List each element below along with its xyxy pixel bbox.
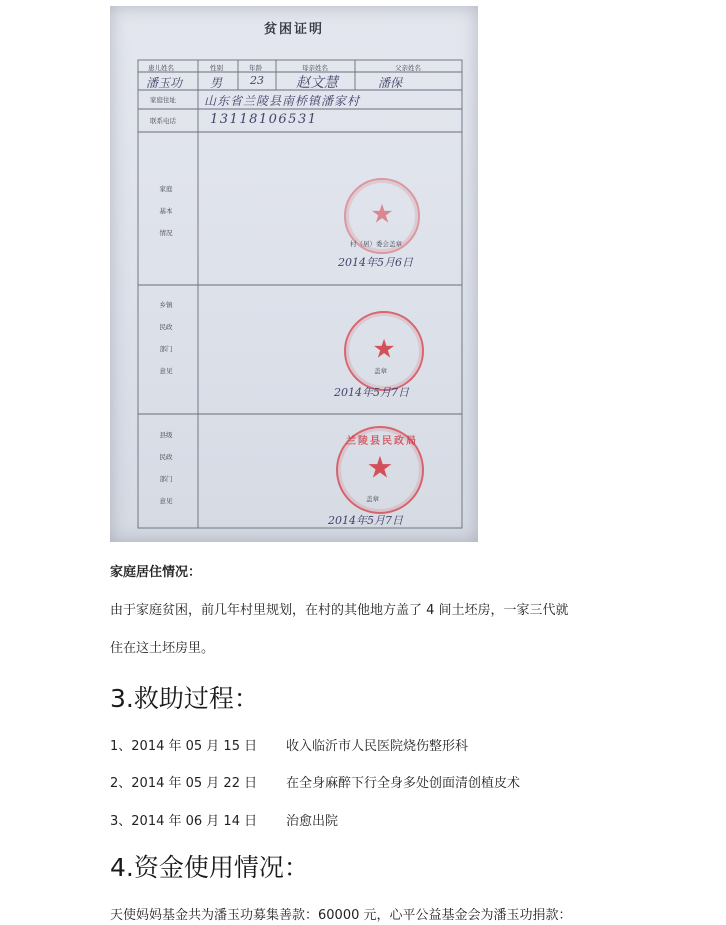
phone-value: 13118106531 (210, 112, 318, 127)
rescue-step (110, 772, 520, 791)
rescue-step-text: 在全身麻醉下行全身多处创面清创植皮术 (286, 776, 521, 791)
township-seal-caption: 盖章 (374, 367, 387, 375)
address-value: 山东省兰陵县南桥镇潘家村 (204, 94, 361, 108)
header-mother-name: 母亲姓名 (302, 64, 328, 72)
rescue-step-date: 3、2014 年 06 月 14 日 (110, 814, 258, 829)
section-family-label-line: 家庭 (159, 185, 173, 193)
section-county-label-line: 部门 (159, 475, 173, 483)
county-stamp-text: 兰陵县民政局 (346, 436, 418, 447)
header-age: 年龄 (249, 64, 262, 72)
section-township-label-line: 部门 (159, 345, 173, 353)
phone-label: 联系电话 (150, 117, 176, 125)
section-county-label (156, 424, 176, 512)
rescue-step (110, 735, 468, 754)
header-patient-name: 患儿姓名 (148, 64, 174, 72)
value-father-name: 潘保 (378, 76, 403, 90)
section-county-label-line: 县级 (159, 431, 173, 439)
county-seal-caption: 盖章 (366, 495, 379, 503)
rescue-step-text: 治愈出院 (286, 814, 339, 829)
value-gender: 男 (210, 76, 223, 90)
section3-date: 2014年5月7日 (328, 514, 403, 527)
section-family-label-line: 基本 (159, 207, 173, 215)
section2-date: 2014年5月7日 (334, 386, 409, 399)
header-father-name: 父亲姓名 (395, 64, 421, 72)
living-conditions-heading: 家庭居住情况： (110, 565, 202, 580)
address-label: 家庭住址 (150, 96, 176, 104)
value-patient-name: 潘玉功 (146, 76, 183, 90)
rescue-step-date: 2、2014 年 05 月 22 日 (110, 776, 258, 791)
header-gender: 性别 (210, 64, 223, 72)
value-age: 23 (250, 74, 264, 87)
section-family-label-line: 情况 (159, 229, 173, 237)
section-county-label-line: 意见 (159, 497, 173, 505)
section-township-label-line: 民政 (159, 323, 173, 331)
section-township-label-line: 乡镇 (159, 301, 173, 309)
living-conditions-text-line2: 住在这土坯房里。 (110, 641, 215, 656)
rescue-step (110, 810, 338, 829)
section-township-label (156, 294, 176, 382)
section-family-label (156, 178, 176, 244)
value-mother-name: 赵文慧 (296, 75, 338, 91)
rescue-step-date: 1、2014 年 05 月 15 日 (110, 739, 258, 754)
certificate-scan-image (110, 6, 478, 542)
stamp-star-icon: ★ (366, 450, 394, 486)
section1-date: 2014年5月6日 (338, 256, 413, 269)
funds-usage-heading: 4.资金使用情况： (110, 853, 309, 882)
certificate-title: 贫困证明 (263, 22, 324, 37)
living-conditions-text-line1: 由于家庭贫困，前几年村里规划，在村的其他地方盖了 4 间土坯房，一家三代就 (110, 603, 569, 618)
section-township-label-line: 意见 (159, 367, 173, 375)
section-county-label-line: 民政 (159, 453, 173, 461)
rescue-process-heading: 3.救助过程： (110, 684, 259, 713)
township-civil-affairs-stamp (344, 311, 424, 391)
stamp-star-icon: ★ (370, 199, 394, 230)
rescue-step-text: 收入临沂市人民医院烧伤整形科 (286, 739, 469, 754)
funds-usage-text: 天使妈妈基金共为潘玉功募集善款：60000 元，心平公益基金会为潘玉功捐款： (110, 908, 572, 923)
stamp-star-icon: ★ (372, 334, 396, 365)
village-seal-caption: 村（居）委会盖章 (350, 240, 402, 248)
